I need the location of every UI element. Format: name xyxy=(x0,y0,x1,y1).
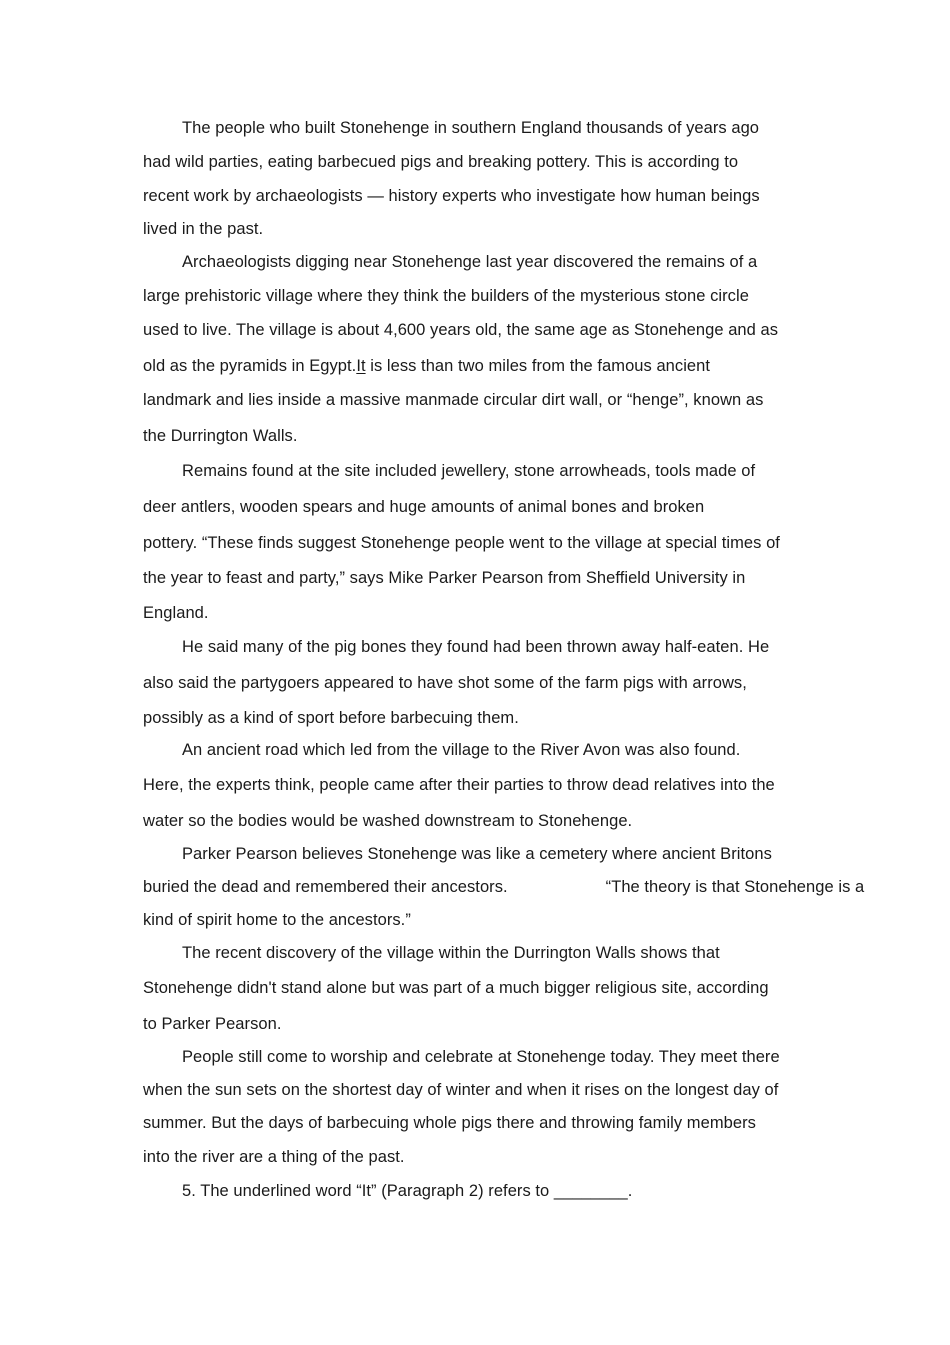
p4-line-3: possibly as a kind of sport before barbecuing them. xyxy=(143,709,519,727)
p6-line-2 xyxy=(143,877,864,897)
p4-line-2: also said the partygoers appeared to have shot some of the farm pigs with arrows, xyxy=(143,674,747,692)
p1-line-2: had wild parties, eating barbecued pigs and breaking pottery. This is according to xyxy=(143,153,739,171)
p8-line-2: when the sun sets on the shortest day of winter and when it rises on the longest day of xyxy=(143,1081,779,1099)
p2-line-6: the Durrington Walls. xyxy=(143,427,298,445)
p3-line-2: deer antlers, wooden spears and huge amounts of animal bones and broken xyxy=(143,498,705,516)
p5-line-1: An ancient road which led from the village to the River Avon was also found. xyxy=(182,741,741,759)
p2-line-3: used to live. The village is about 4,600 years old, the same age as Stonehenge and as xyxy=(143,321,779,339)
p6-line-3: kind of spirit home to the ancestors.” xyxy=(143,911,411,929)
p1-line-4: lived in the past. xyxy=(143,220,264,238)
p7-line-3: to Parker Pearson. xyxy=(143,1015,282,1033)
p2-line-4-rest: is less than two miles from the famous ancient xyxy=(370,357,711,375)
p2-line-5: landmark and lies inside a massive manmade circular dirt wall, or “henge”, known as xyxy=(143,391,764,409)
p8-line-1: People still come to worship and celebrate at Stonehenge today. They meet there xyxy=(182,1048,780,1066)
p6-line-2-text: buried the dead and remembered their ancestors. xyxy=(143,878,508,896)
p2-line-4 xyxy=(143,356,710,376)
p7-line-2: Stonehenge didn't stand alone but was part of a much bigger religious site, according xyxy=(143,979,769,997)
p5-line-3: water so the bodies would be washed downstream to Stonehenge. xyxy=(143,812,633,830)
p1-line-3: recent work by archaeologists — history experts who investigate how human beings xyxy=(143,187,760,205)
p3-line-3: pottery. “These finds suggest Stonehenge people went to the village at special times of xyxy=(143,534,780,552)
p6-quote-start: “The theory is that Stonehenge is a xyxy=(605,878,865,896)
p2-line-1: Archaeologists digging near Stonehenge last year discovered the remains of a xyxy=(182,253,758,271)
p3-line-4: the year to feast and party,” says Mike Parker Pearson from Sheffield University in xyxy=(143,569,746,587)
p1-line-1: The people who built Stonehenge in southern England thousands of years ago xyxy=(182,119,760,137)
p6-line-1: Parker Pearson believes Stonehenge was like a cemetery where ancient Britons xyxy=(182,845,772,863)
p3-line-5: England. xyxy=(143,604,209,622)
p5-line-2: Here, the experts think, people came after their parties to throw dead relatives into the xyxy=(143,776,775,794)
p2-line-2: large prehistoric village where they think the builders of the mysterious stone circle xyxy=(143,287,749,305)
p8-line-3: summer. But the days of barbecuing whole pigs there and throwing family members xyxy=(143,1114,756,1132)
p2-line-4-text: old as the pyramids in Egypt. xyxy=(143,357,357,375)
p3-line-1: Remains found at the site included jewellery, stone arrowheads, tools made of xyxy=(182,462,756,480)
p7-line-1: The recent discovery of the village within the Durrington Walls shows that xyxy=(182,944,720,962)
p4-line-1: He said many of the pig bones they found had been thrown away half-eaten. He xyxy=(182,638,770,656)
p8-line-4: into the river are a thing of the past. xyxy=(143,1148,405,1166)
question-5: 5. The underlined word “It” (Paragraph 2) refers to ________. xyxy=(182,1182,633,1200)
underlined-it: It xyxy=(356,357,366,375)
